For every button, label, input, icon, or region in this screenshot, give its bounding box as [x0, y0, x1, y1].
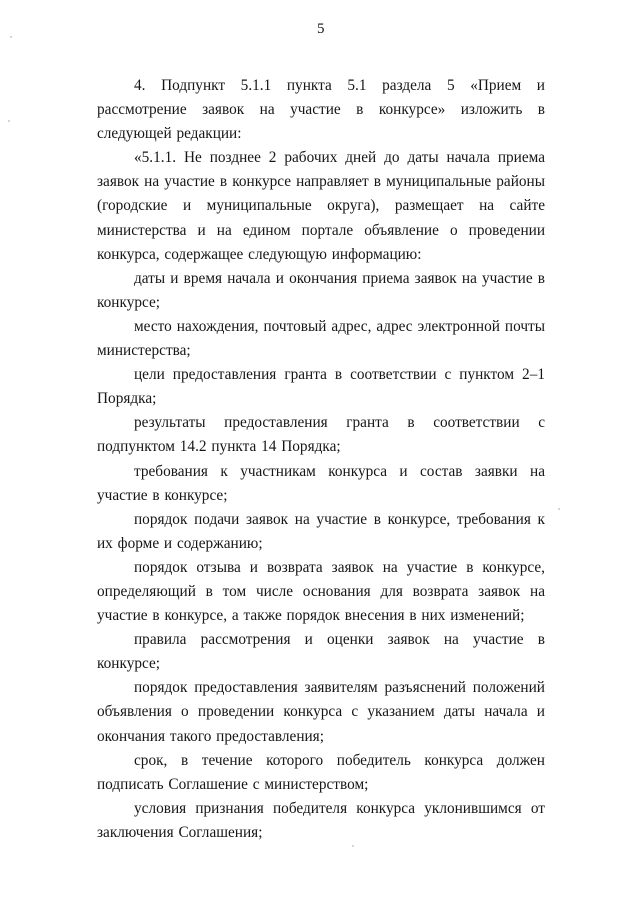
scan-speck [8, 120, 10, 122]
paragraph: срок, в течение которого победитель конкурса должен подписать Соглашение с министерством; [97, 751, 545, 793]
scan-speck [558, 508, 560, 510]
paragraph: порядок подачи заявок на участие в конкурсе, требования к их форме и содержанию; [97, 510, 545, 552]
scan-speck [352, 845, 354, 847]
document-body [97, 74, 545, 845]
paragraph: «5.1.1. Не позднее 2 рабочих дней до даты начала приема заявок на участие в конкурсе направляет в муниципальные районы (городские и муниципальные округа), размещает на сайте министерства и на едином портале объявление о проведении конкурса, содержащее следующую информацию: [97, 149, 545, 263]
scan-speck [10, 36, 12, 38]
paragraph: порядок предоставления заявителям разъяснений положений объявления о проведении конкурса с указанием даты начала и окончания такого предоставления; [97, 679, 545, 745]
page-number: 5 [317, 21, 325, 37]
paragraph: порядок отзыва и возврата заявок на участие в конкурсе, определяющий в том числе основания для возврата заявок на участие в конкурсе, а также порядок внесения в них изменений; [97, 558, 545, 625]
paragraph: даты и время начала и окончания приема заявок на участие в конкурсе; [97, 269, 545, 311]
paragraph: результаты предоставления гранта в соответствии с подпунктом 14.2 пункта 14 Порядка; [97, 414, 545, 456]
paragraph: 4. Подпункт 5.1.1 пункта 5.1 раздела 5 «Прием и рассмотрение заявок на участие в конкурсе» изложить в следующей редакции: [97, 77, 545, 143]
paragraph: место нахождения, почтовый адрес, адрес электронной почты министерства; [97, 317, 545, 360]
paragraph: требования к участникам конкурса и состав заявки на участие в конкурсе; [97, 462, 545, 504]
paragraph: цели предоставления гранта в соответствии с пунктом 2–1 Порядка; [97, 366, 545, 408]
paragraph: условия признания победителя конкурса уклонившимся от заключения Соглашения; [97, 799, 545, 841]
paragraph: правила рассмотрения и оценки заявок на участие в конкурсе; [97, 631, 545, 673]
